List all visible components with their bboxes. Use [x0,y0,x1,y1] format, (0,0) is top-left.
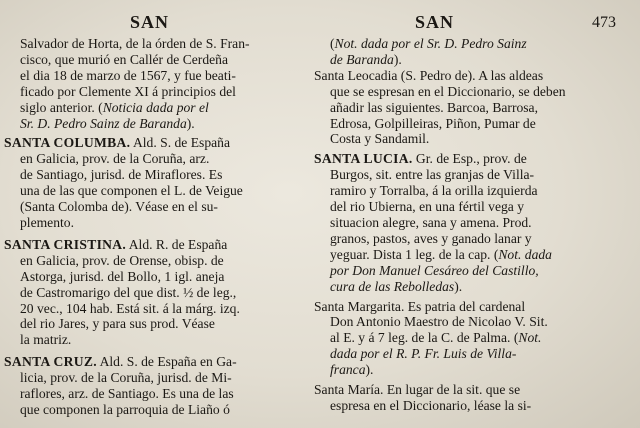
text-line: dada por el R. P. Fr. Luis de Villa- [330,346,517,362]
text-line: una de las que componen el L. de Veigue [20,183,243,199]
entry-continuation [314,36,640,68]
text-line: Edrosa, Golpilleiras, Piñon, Pumar de [330,115,536,131]
text-line [4,237,304,253]
italic-note: de Baranda [330,51,394,67]
headword: SANTA CRISTINA. [4,236,127,252]
italic-note: Sr. D. Pedro Sainz de Baranda [20,115,187,131]
text-line [314,52,640,68]
text-line: situacion alegre, sana y amena. Prod. [330,214,532,230]
text-line: cisco, que murió en Callér de Cerdeña [20,51,228,67]
text-run: Ald. R. de España [126,236,228,252]
text-line: de Santiago, jurisd. de Miraflores. Es [20,167,223,183]
text-line: Salvador de Horta, de la órden de S. Fran- [20,36,250,51]
text-line: Don Antonio Maestro de Nicolao V. Sit. [330,314,548,330]
text-line [4,100,304,116]
text-line: 20 vec., 104 hab. Está sit. á la márg. izq. [20,300,240,316]
text-line: Burgos, sit. entre las granjas de Villa- [330,167,535,183]
text-line [314,36,640,52]
text-line: granos, pastos, aves y ganado lanar y [330,230,532,246]
text-line: raflores, arz. de Santiago. Es una de las [20,386,234,402]
text-line [314,151,640,167]
entry-salvador-de-horta [4,36,304,131]
entry-santa-lucia [314,151,640,294]
text-line [4,354,304,370]
italic-note: Not. dada por el Sr. D. Pedro Sainz [334,36,527,51]
text-line: por Don Manuel Cesáreo del Castillo, [330,262,539,278]
headword: SANTA CRUZ. [4,354,97,370]
italic-note: cura de las Rebolledas [330,278,455,294]
left-column [4,36,304,418]
text-line: añadir las siguientes. Barcoa, Barrosa, [330,99,538,115]
text-line: ficado por Clemente XI á principios del [20,83,236,99]
text-line [4,116,304,132]
text-run: ). [393,51,402,67]
text-line: Astorga, jurisd. del Bollo, 1 igl. aneja [20,268,225,284]
text-run: Ald. S. de España [130,135,230,151]
text-line [314,247,640,263]
italic-note: Not. dada [498,246,552,262]
text-run: ). [365,362,374,378]
page-number: 473 [592,14,616,31]
headword: SANTA LUCIA. [314,151,413,167]
entry-santa-cristina [4,237,304,348]
text-run: ( [330,36,335,51]
text-line [4,135,304,151]
text-run: siglo anterior. ( [20,99,103,115]
entry-santa-cruz [4,354,304,418]
text-line: el dia 18 de marzo de 1567, y fue beati- [20,67,236,83]
text-line [314,279,640,295]
text-line: plemento. [20,214,74,230]
italic-note: Not. [518,330,542,346]
italic-note: franca [330,362,366,378]
right-running-head: SAN [415,12,455,32]
entry-santa-columba [4,135,304,230]
text-line: ramiro y Torralba, á la orilla izquierda [330,183,538,199]
left-running-head: SAN [130,12,170,32]
text-line: la matriz. [20,332,72,348]
text-line: en Galicia, prov. de Orense, obisp. de [20,252,224,268]
text-line: del rio Jares, y para sus prod. Véase [20,316,215,332]
text-run: ). [186,115,195,131]
text-line: del rio Ubierna, en una fértil vega y [330,199,525,215]
entry-santa-margarita [314,299,640,379]
text-run: Gr. de Esp., prov. de [412,151,527,167]
text-run: al E. y á 7 leg. de la C. de Palma. ( [330,330,519,346]
text-run: Ald. S. de España en Ga- [96,354,237,370]
text-line: que se espresan en el Diccionario, se deben [330,83,566,99]
italic-note: Noticia dada por el [102,99,209,115]
entry-santa-maria [314,382,640,414]
text-run: yeguar. Dista 1 leg. de la cap. ( [330,246,499,262]
text-run: ). [454,278,463,294]
text-line: en Galicia, prov. de la Coruña, arz. [20,151,210,167]
text-line: de Castromarigo del que dist. ½ de leg., [20,284,237,300]
entry-santa-leocadia [314,68,640,148]
text-line [314,330,640,346]
text-line: que componen la parroquia de Liaño ó [20,401,230,417]
text-line: Santa Leocadia (S. Pedro de). A las aldeas [314,67,544,83]
text-line: espresa en el Diccionario, léase la si- [330,397,532,413]
text-line: Santa María. En lugar de la sit. que se [314,382,521,398]
text-line: Costa y Sandamil. [330,131,430,147]
text-line: licia, prov. de la Coruña, jurisd. de Mi- [20,370,232,386]
text-line: (Santa Colomba de). Véase en el su- [20,199,218,215]
text-line: Santa Margarita. Es patria del cardenal [314,298,526,314]
text-line [314,362,640,378]
headword: SANTA COLUMBA. [4,135,131,151]
right-column [314,36,640,414]
